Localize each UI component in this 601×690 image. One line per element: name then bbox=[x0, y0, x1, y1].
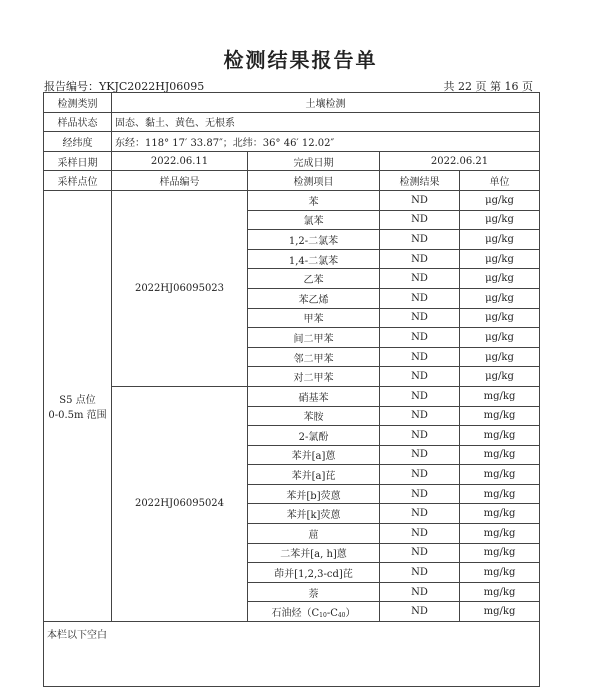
sample-date-value: 2022.06.11 bbox=[112, 151, 248, 171]
col-header-site: 采样点位 bbox=[44, 171, 112, 191]
test-item bbox=[248, 484, 380, 504]
test-unit: mg/kg bbox=[460, 543, 540, 563]
test-item bbox=[248, 367, 380, 387]
test-unit: mg/kg bbox=[460, 426, 540, 446]
test-result: ND bbox=[380, 288, 460, 308]
results-table bbox=[43, 92, 540, 687]
done-date-value: 2022.06.21 bbox=[380, 151, 540, 171]
carbon-range-text: （C bbox=[301, 608, 320, 620]
test-item bbox=[248, 386, 380, 406]
report-title: 检测结果报告单 bbox=[223, 48, 378, 72]
test-result: ND bbox=[380, 249, 460, 269]
test-item bbox=[248, 504, 380, 524]
state-label: 样品状态 bbox=[44, 112, 112, 132]
test-item bbox=[248, 190, 380, 210]
test-item-name: 甲苯 bbox=[303, 314, 324, 326]
dates-row bbox=[44, 151, 540, 171]
sample-id: 2022HJ06095024 bbox=[112, 386, 248, 621]
test-item-name: 氯苯 bbox=[303, 216, 324, 228]
test-result: ND bbox=[380, 563, 460, 583]
test-unit: μg/kg bbox=[460, 367, 540, 387]
test-result: ND bbox=[380, 602, 460, 622]
coords-row bbox=[44, 132, 540, 152]
test-item bbox=[248, 210, 380, 230]
col-header-sample-id: 样品编号 bbox=[112, 171, 248, 191]
test-unit: mg/kg bbox=[460, 524, 540, 544]
test-unit: mg/kg bbox=[460, 563, 540, 583]
test-unit: μg/kg bbox=[460, 288, 540, 308]
page-info: 共 22 页 第 16 页 bbox=[443, 80, 533, 93]
coords-value: 东经：118° 17′ 33.87″；北纬：36° 46′ 12.02″ bbox=[112, 132, 540, 152]
test-item-name: 乙苯 bbox=[303, 275, 324, 287]
test-unit: mg/kg bbox=[460, 504, 540, 524]
test-result: ND bbox=[380, 582, 460, 602]
test-item-name: 䓛 bbox=[308, 529, 319, 541]
carbon-range-subscript: 40 bbox=[337, 612, 346, 620]
category-row bbox=[44, 93, 540, 113]
test-item bbox=[248, 602, 380, 622]
test-item bbox=[248, 288, 380, 308]
test-item-name: 苯并[a]蒽 bbox=[291, 451, 336, 463]
test-result: ND bbox=[380, 426, 460, 446]
state-row bbox=[44, 112, 540, 132]
category-value: 土壤检测 bbox=[112, 93, 540, 113]
footer-note: 本栏以下空白 bbox=[44, 622, 540, 687]
test-result: ND bbox=[380, 445, 460, 465]
test-item-name: 苯并[a]芘 bbox=[291, 471, 336, 483]
test-item bbox=[248, 582, 380, 602]
test-item bbox=[248, 308, 380, 328]
test-item-name: 2-氯酚 bbox=[298, 431, 329, 443]
test-result: ND bbox=[380, 308, 460, 328]
coords-label: 经纬度 bbox=[44, 132, 112, 152]
col-header-result: 检测结果 bbox=[380, 171, 460, 191]
carbon-range-text: -C bbox=[326, 608, 338, 620]
test-item bbox=[248, 269, 380, 289]
site-depth: 0-0.5m 范围 bbox=[48, 410, 107, 421]
test-item-name: 苯胺 bbox=[303, 412, 324, 424]
report-number: 报告编号：YKJC2022HJ06095 bbox=[44, 80, 205, 93]
test-unit: mg/kg bbox=[460, 406, 540, 426]
test-item bbox=[248, 249, 380, 269]
test-item-name: 1,2-二氯苯 bbox=[288, 235, 339, 247]
test-item-name: 邻二甲苯 bbox=[293, 353, 334, 365]
test-item bbox=[248, 230, 380, 250]
test-unit: μg/kg bbox=[460, 347, 540, 367]
test-item-name: 茚并[1,2,3-cd]芘 bbox=[274, 569, 353, 581]
test-unit: mg/kg bbox=[460, 484, 540, 504]
test-result: ND bbox=[380, 210, 460, 230]
test-item-name: 对二甲苯 bbox=[293, 373, 334, 385]
test-item-name: 二苯并[a, h]蒽 bbox=[280, 549, 347, 561]
test-result: ND bbox=[380, 504, 460, 524]
test-result: ND bbox=[380, 328, 460, 348]
test-item-name: 苯乙烯 bbox=[298, 294, 329, 306]
col-header-item: 检测项目 bbox=[248, 171, 380, 191]
test-unit: mg/kg bbox=[460, 445, 540, 465]
test-item bbox=[248, 445, 380, 465]
done-date-label: 完成日期 bbox=[248, 151, 380, 171]
test-result: ND bbox=[380, 386, 460, 406]
test-item-name: 苯并[k]荧蒽 bbox=[286, 510, 341, 522]
site-cell bbox=[44, 190, 112, 621]
test-item bbox=[248, 543, 380, 563]
test-item-name: 苯 bbox=[308, 196, 319, 208]
test-result: ND bbox=[380, 543, 460, 563]
test-unit: mg/kg bbox=[460, 582, 540, 602]
table-row bbox=[44, 386, 540, 406]
test-item-name: 苯并[b]荧蒽 bbox=[286, 490, 341, 502]
test-result: ND bbox=[380, 347, 460, 367]
test-result: ND bbox=[380, 484, 460, 504]
test-unit: μg/kg bbox=[460, 249, 540, 269]
test-item bbox=[248, 328, 380, 348]
table-row bbox=[44, 190, 540, 210]
sample-date-label: 采样日期 bbox=[44, 151, 112, 171]
test-item bbox=[248, 347, 380, 367]
test-result: ND bbox=[380, 524, 460, 544]
test-result: ND bbox=[380, 465, 460, 485]
test-result: ND bbox=[380, 190, 460, 210]
test-result: ND bbox=[380, 230, 460, 250]
test-item-name: 硝基苯 bbox=[298, 392, 329, 404]
col-header-unit: 单位 bbox=[460, 171, 540, 191]
site-name: S5 点位 bbox=[59, 395, 96, 406]
test-item bbox=[248, 524, 380, 544]
state-value: 固态、黏土、黄色、无根系 bbox=[112, 112, 540, 132]
test-unit: mg/kg bbox=[460, 602, 540, 622]
test-item-name: 间二甲苯 bbox=[293, 333, 334, 345]
test-unit: μg/kg bbox=[460, 210, 540, 230]
test-unit: μg/kg bbox=[460, 308, 540, 328]
test-unit: mg/kg bbox=[460, 386, 540, 406]
test-item-name: 1,4-二氯苯 bbox=[288, 255, 339, 267]
test-result: ND bbox=[380, 367, 460, 387]
test-item bbox=[248, 406, 380, 426]
carbon-range-subscript: 10 bbox=[319, 612, 327, 620]
sample-id: 2022HJ06095023 bbox=[112, 190, 248, 386]
test-item-name: 石油烃 bbox=[271, 608, 302, 620]
carbon-range-text: ） bbox=[345, 608, 356, 620]
test-item bbox=[248, 426, 380, 446]
test-unit: μg/kg bbox=[460, 328, 540, 348]
test-unit: μg/kg bbox=[460, 230, 540, 250]
test-item-name: 萘 bbox=[308, 588, 319, 600]
header-row bbox=[44, 171, 540, 191]
test-item bbox=[248, 465, 380, 485]
test-result: ND bbox=[380, 269, 460, 289]
test-unit: mg/kg bbox=[460, 465, 540, 485]
test-unit: μg/kg bbox=[460, 190, 540, 210]
footer-row bbox=[44, 622, 540, 687]
test-result: ND bbox=[380, 406, 460, 426]
category-label: 检测类别 bbox=[44, 93, 112, 113]
test-unit: μg/kg bbox=[460, 269, 540, 289]
test-item bbox=[248, 563, 380, 583]
